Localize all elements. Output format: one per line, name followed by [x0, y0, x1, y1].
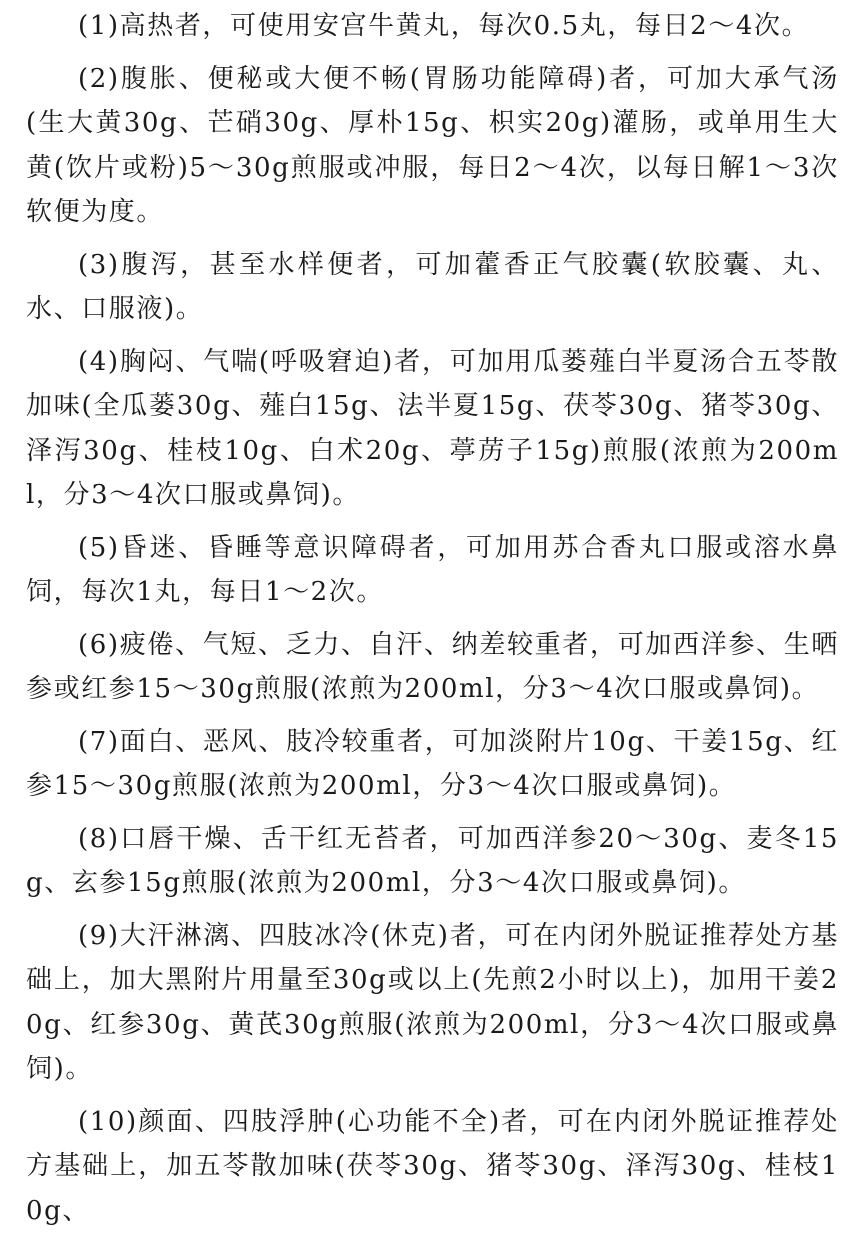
paragraph-edema: (10)颜面、四肢浮肿(心功能不全)者，可在内闭外脱证推荐处方基础上，加五苓散加味(茯苓30g、猪苓30g、泽泻30g、桂枝10g、 — [26, 1100, 839, 1233]
paragraph-diarrhea: (3)腹泻，甚至水样便者，可加藿香正气胶囊(软胶囊、丸、水、口服液)。 — [26, 243, 839, 332]
paragraph-chest-tightness: (4)胸闷、气喘(呼吸窘迫)者，可加用瓜蒌薤白半夏汤合五苓散加味(全瓜蒌30g、薤白15g、法半夏15g、茯苓30g、猪苓30g、泽泻30g、桂枝10g、白术20g、葶苈子15g)煎服(浓煎为200ml，分3～4次口服或鼻饲)。 — [26, 340, 839, 518]
paragraph-fatigue: (6)疲倦、气短、乏力、自汗、纳差较重者，可加西洋参、生晒参或红参15～30g煎服(浓煎为200ml，分3～4次口服或鼻饲)。 — [26, 623, 839, 712]
paragraph-abdominal-distension: (2)腹胀、便秘或大便不畅(胃肠功能障碍)者，可加大承气汤(生大黄30g、芒硝30g、厚朴15g、枳实20g)灌肠，或单用生大黄(饮片或粉)5～30g煎服或冲服，每日2～4次，以每日解1～3次软便为度。 — [26, 57, 839, 235]
paragraph-pale-face: (7)面白、恶风、肢冷较重者，可加淡附片10g、干姜15g、红参15～30g煎服(浓煎为200ml，分3～4次口服或鼻饲)。 — [26, 720, 839, 809]
paragraph-coma: (5)昏迷、昏睡等意识障碍者，可加用苏合香丸口服或溶水鼻饲，每次1丸，每日1～2次。 — [26, 526, 839, 615]
paragraph-shock: (9)大汗淋漓、四肢冰冷(休克)者，可在内闭外脱证推荐处方基础上，加大黑附片用量至30g或以上(先煎2小时以上)，加用干姜20g、红参30g、黄芪30g煎服(浓煎为200ml，分3～4次口服或鼻饲)。 — [26, 914, 839, 1092]
paragraph-high-fever: (1)高热者，可使用安宫牛黄丸，每次0.5丸，每日2～4次。 — [26, 4, 839, 49]
paragraph-dry-lips: (8)口唇干燥、舌干红无苔者，可加西洋参20～30g、麦冬15g、玄参15g煎服(浓煎为200ml，分3～4次口服或鼻饲)。 — [26, 817, 839, 906]
